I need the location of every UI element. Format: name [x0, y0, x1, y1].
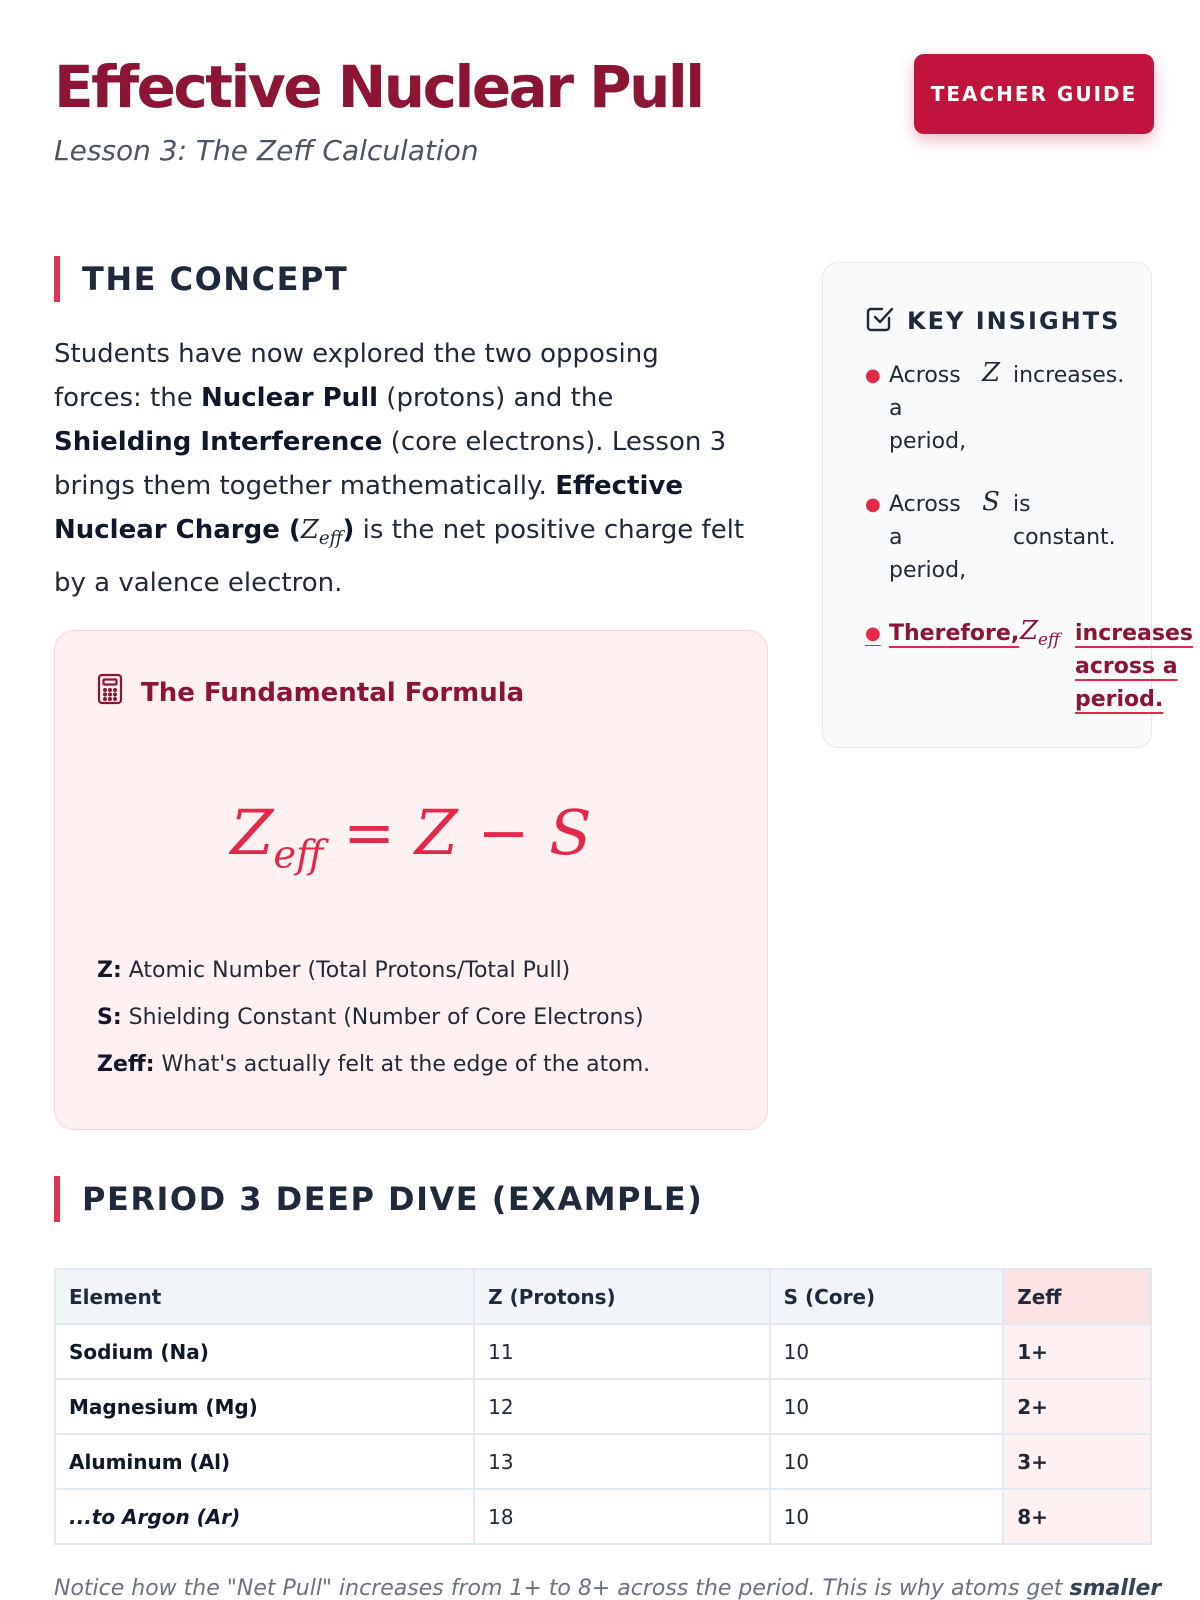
definition-term: Zeff:: [97, 1052, 155, 1077]
concept-text: is the net positive charge felt by a valence electron.: [54, 515, 745, 599]
footnote-bold: smaller: [1069, 1576, 1162, 1600]
formula-sub: eff: [273, 832, 324, 878]
zeff-formula: [55, 796, 767, 877]
table-row: [55, 1489, 1151, 1544]
cell-s: 10: [770, 1489, 1004, 1544]
insight-symbol-sub: eff: [1038, 629, 1061, 650]
concept-bold-term: Nuclear Pull: [200, 383, 379, 413]
definition-term: Z:: [97, 958, 122, 983]
formula-rest: = Z − S: [323, 796, 592, 869]
insight-lead: Across a period,: [889, 363, 967, 454]
definition-desc: Atomic Number (Total Protons/Total Pull): [121, 958, 571, 983]
cell-zeff: 8+: [1003, 1489, 1151, 1544]
definition-s: [97, 994, 650, 1041]
formula-z: Z: [230, 796, 274, 869]
insight-symbol: [1005, 617, 1075, 653]
insight-lead: Across a period,: [889, 492, 967, 583]
formula-definitions: [97, 947, 650, 1088]
column-header-z: Z (Protons): [474, 1269, 769, 1324]
definition-zeff: [97, 1041, 650, 1088]
insight-symbol: [969, 488, 1013, 516]
zeff-symbol-z: Z: [300, 515, 319, 545]
concept-text: Students have now explored the two opposing forces: the: [54, 339, 659, 413]
heading-accent-bar: [54, 1176, 60, 1222]
page-subtitle: Lesson 3: The Zeff Calculation: [54, 134, 479, 167]
bullet-icon: ●: [865, 623, 881, 644]
page-title: Effective Nuclear Pull: [54, 53, 703, 121]
cell-zeff: 2+: [1003, 1379, 1151, 1434]
insight-tail: increases across a period.: [1075, 621, 1193, 712]
table-row: [55, 1324, 1151, 1379]
concept-heading-text: THE CONCEPT: [82, 260, 349, 298]
insight-item: [865, 488, 1195, 587]
insights-list: [865, 359, 1195, 746]
deep-dive-heading: [54, 1176, 703, 1222]
zeff-symbol-sub: eff: [318, 528, 343, 550]
cell-z: 13: [474, 1434, 769, 1489]
key-insights-card: [822, 262, 1193, 748]
column-header-zeff: Zeff: [1003, 1269, 1151, 1324]
zeff-symbol: [300, 515, 343, 550]
insight-lead: Therefore,: [889, 621, 1020, 646]
insight-item: [865, 359, 1195, 458]
cell-z: 18: [474, 1489, 769, 1544]
column-header-s: S (Core): [770, 1269, 1004, 1324]
key-insights-heading-text: KEY INSIGHTS: [907, 307, 1121, 335]
cell-element: Magnesium (Mg): [55, 1379, 474, 1434]
formula-card: [54, 630, 768, 1130]
cell-s: 10: [770, 1324, 1004, 1379]
column-header-element: Element: [55, 1269, 474, 1324]
concept-bold-term: Shielding Interference: [54, 427, 383, 457]
insight-tail: increases.: [1013, 363, 1125, 388]
period-3-table: [54, 1268, 1152, 1545]
insight-item-conclusion: [865, 617, 1195, 716]
definition-term: S:: [97, 1005, 122, 1030]
concept-paragraph: [54, 332, 754, 605]
calculator-icon: [97, 673, 141, 712]
key-insights-heading: [865, 303, 1120, 339]
definition-desc: Shielding Constant (Number of Core Electrons): [121, 1005, 644, 1030]
formula-card-title: [97, 673, 524, 712]
cell-s: 10: [770, 1434, 1004, 1489]
cell-z: 11: [474, 1324, 769, 1379]
insight-tail: is constant.: [1013, 492, 1116, 550]
definition-z: [97, 947, 650, 994]
formula-card-title-text: The Fundamental Formula: [141, 677, 525, 708]
insight-symbol-main: Z: [981, 358, 1001, 388]
insight-symbol-main: S: [982, 487, 1000, 517]
cell-element: Aluminum (Al): [55, 1434, 474, 1489]
checkbox-icon: [865, 303, 907, 339]
concept-text: (protons) and the: [378, 383, 614, 413]
heading-accent-bar: [54, 256, 60, 302]
concept-text: (core electrons). Lesson 3 brings them together mathematically.: [54, 427, 727, 501]
table-header-row: [55, 1269, 1151, 1324]
footnote-text: Notice how the "Net Pull" increases from 1+ to 8+ across the period. This is why atoms get: [54, 1576, 1070, 1600]
table-row: [55, 1434, 1151, 1489]
page-header: [54, 52, 1154, 182]
cell-element: Sodium (Na): [55, 1324, 474, 1379]
concept-heading: [54, 256, 348, 302]
insight-symbol-main: Z: [1019, 616, 1039, 646]
bullet-icon: ●: [865, 494, 881, 515]
cell-s: 10: [770, 1379, 1004, 1434]
concept-bold-term: Effective Nuclear Charge (: [54, 471, 683, 545]
insight-symbol: [969, 359, 1013, 387]
cell-z: 12: [474, 1379, 769, 1434]
table-row: [55, 1379, 1151, 1434]
table-footnote: [54, 1576, 1162, 1600]
bullet-icon: ●: [865, 365, 881, 386]
cell-element: ...to Argon (Ar): [55, 1489, 474, 1544]
teacher-guide-button[interactable]: TEACHER GUIDE: [914, 54, 1154, 134]
definition-desc: What's actually felt at the edge of the atom.: [154, 1052, 651, 1077]
cell-zeff: 3+: [1003, 1434, 1151, 1489]
cell-zeff: 1+: [1003, 1324, 1151, 1379]
concept-bold-term: ): [342, 515, 355, 545]
deep-dive-heading-text: PERIOD 3 DEEP DIVE (EXAMPLE): [82, 1180, 704, 1218]
